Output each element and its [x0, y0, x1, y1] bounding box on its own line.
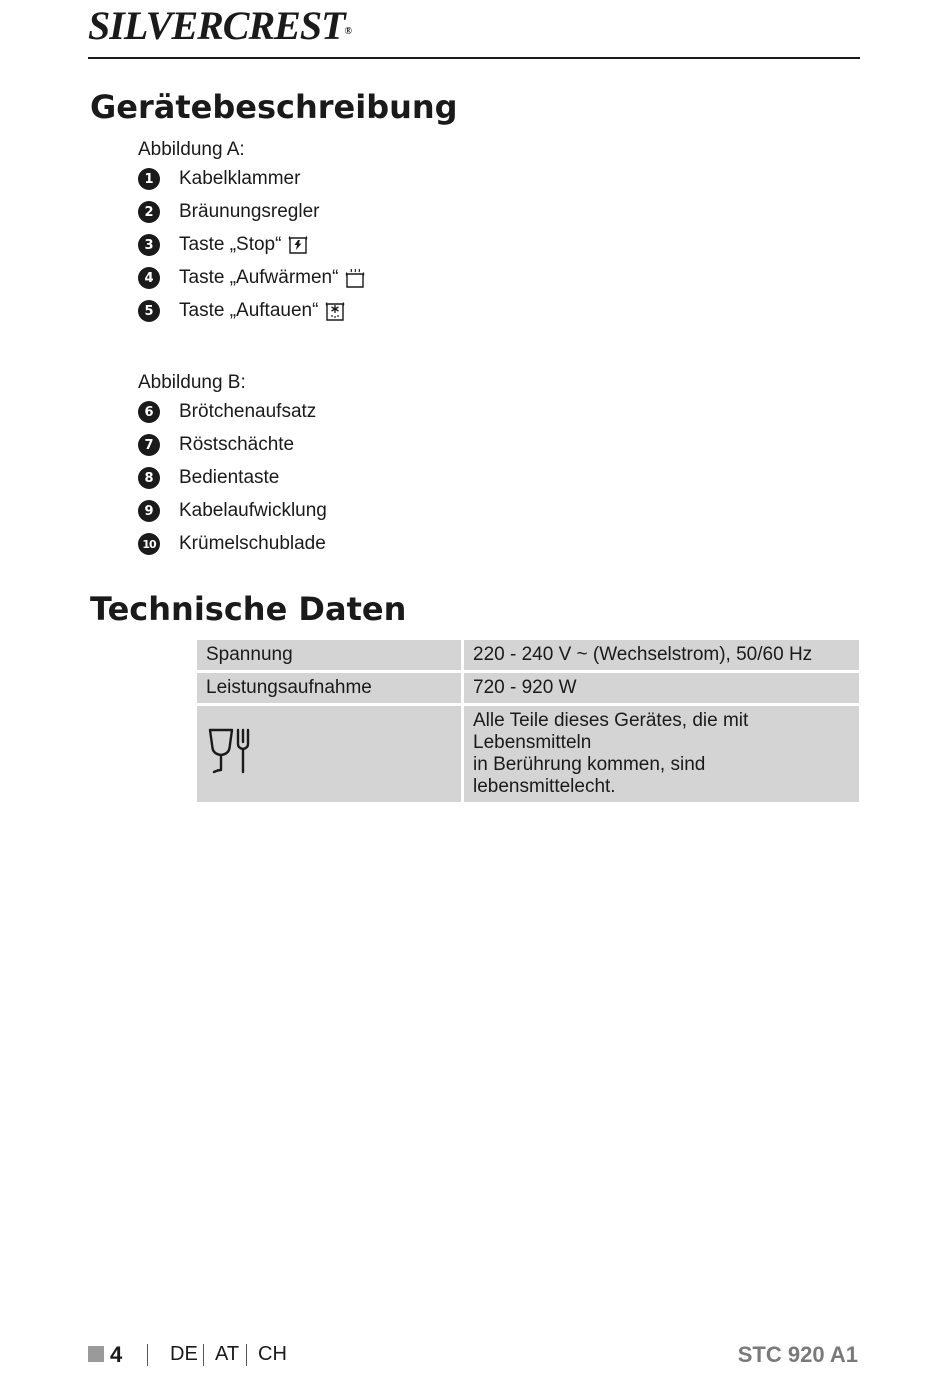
list-item [138, 265, 366, 291]
defrost-button-icon [324, 300, 346, 322]
item-label: Kabelaufwicklung [179, 500, 327, 521]
brand-logo [88, 3, 352, 48]
technical-data-table [194, 637, 862, 805]
table-cell-key: Spannung [196, 639, 463, 672]
footer-divider [147, 1344, 148, 1366]
footer-square-marker [88, 1346, 104, 1362]
table-row [196, 639, 861, 672]
list-item [138, 399, 316, 425]
footer-divider [246, 1344, 247, 1366]
item-number-badge: 2 [138, 201, 160, 223]
figure-a-label: Abbildung A: [138, 139, 245, 160]
table-cell-value [463, 705, 861, 804]
country-code: CH [258, 1343, 287, 1365]
item-number-badge: 8 [138, 467, 160, 489]
table-cell-key: Leistungsaufnahme [196, 672, 463, 705]
list-item [138, 432, 294, 458]
item-label: Taste „Auftauen“ [179, 300, 319, 321]
list-item [138, 531, 326, 557]
item-label: Bräunungsregler [179, 201, 320, 222]
item-number-badge: 9 [138, 500, 160, 522]
food-safe-text-line: Alle Teile dieses Gerätes, die mit Lebensmitteln [473, 710, 749, 753]
country-code: DE [170, 1343, 198, 1365]
brand-text: SILVERCREST [88, 3, 345, 48]
list-item [138, 199, 319, 225]
item-label: Kabelklammer [179, 168, 301, 189]
registered-mark: ® [344, 26, 352, 37]
item-label: Bedientaste [179, 467, 280, 488]
page-footer [88, 1342, 860, 1368]
list-item [138, 498, 327, 524]
country-code: AT [215, 1343, 240, 1365]
section-title-technical-data: Technische Daten [90, 590, 407, 628]
footer-divider [203, 1344, 204, 1366]
item-label: Taste „Stop“ [179, 234, 282, 255]
list-item [138, 298, 346, 324]
list-item [138, 465, 279, 491]
item-number-badge: 4 [138, 267, 160, 289]
food-safe-text-line: in Berührung kommen, sind lebensmittelecht. [473, 754, 706, 797]
table-row [196, 705, 861, 804]
table-row [196, 672, 861, 705]
item-label: Taste „Aufwärmen“ [179, 267, 339, 288]
table-cell-key [196, 705, 463, 804]
item-number-badge: 6 [138, 401, 160, 423]
table-cell-value: 720 - 920 W [463, 672, 861, 705]
item-label: Röstschächte [179, 434, 295, 455]
item-label: Krümelschublade [179, 533, 326, 554]
list-item [138, 232, 309, 258]
item-number-badge: 7 [138, 434, 160, 456]
model-number: STC 920 A1 [737, 1342, 858, 1367]
reheat-button-icon [344, 267, 366, 289]
food-safe-glass-fork-icon [206, 726, 254, 776]
list-item [138, 166, 300, 192]
header-rule [88, 57, 860, 59]
item-number-badge: 1 [138, 168, 160, 190]
table-cell-value: 220 - 240 V ~ (Wechselstrom), 50/60 Hz [463, 639, 861, 672]
item-label: Brötchenaufsatz [179, 401, 317, 422]
section-title-device-description: Gerätebeschreibung [90, 88, 458, 126]
figure-b-label: Abbildung B: [138, 372, 246, 393]
item-number-badge: 3 [138, 234, 160, 256]
item-number-badge: 5 [138, 300, 160, 322]
page-number: 4 [110, 1342, 123, 1367]
stop-button-icon [287, 234, 309, 256]
item-number-badge: 10 [138, 533, 160, 555]
